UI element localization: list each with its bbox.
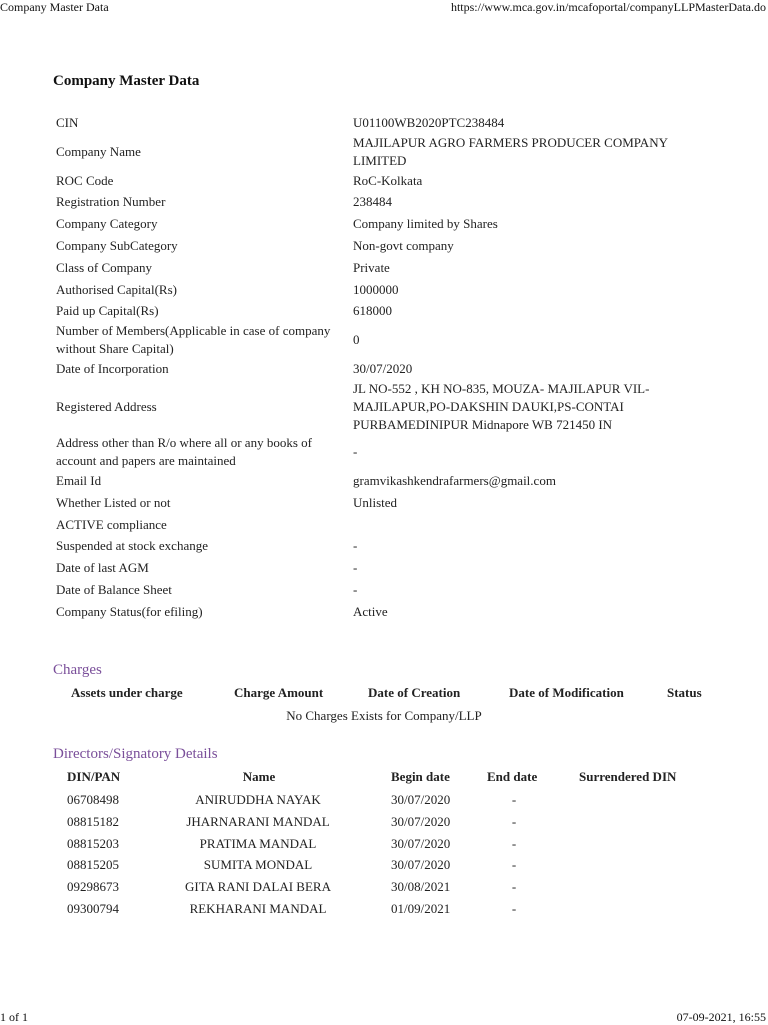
table-row — [0, 836, 768, 858]
column-header: Assets under charge — [71, 685, 183, 700]
master-row-suspended — [56, 536, 716, 558]
field-label: Suspended at stock exchange — [56, 538, 208, 554]
master-row-number-of-members — [56, 322, 716, 358]
field-label: Company Category — [56, 216, 158, 232]
field-label: Address other than R/o where all or any books of account and papers are maintained — [56, 435, 312, 469]
field-value: MAJILAPUR AGRO FARMERS PRODUCER COMPANY LIMITED — [353, 134, 668, 168]
field-label: Number of Members(Applicable in case of company without Share Capital) — [56, 323, 331, 357]
column-header: DIN/PAN — [67, 769, 121, 784]
master-row-company-subcategory — [56, 235, 716, 257]
print-footer-page: 1 of 1 — [0, 1010, 28, 1024]
field-value: Private — [353, 259, 390, 275]
master-row-registered-address — [56, 380, 716, 434]
charges-section-title: Charges — [53, 662, 102, 678]
table-row — [0, 792, 768, 814]
end-date-cell: - — [511, 792, 517, 807]
field-label: Registration Number — [56, 194, 166, 210]
master-row-class-of-company — [56, 257, 716, 279]
company-master-table — [56, 112, 716, 623]
master-row-active-compliance — [56, 514, 716, 536]
print-footer-datetime: 07-09-2021, 16:55 — [676, 1010, 766, 1024]
begin-date-cell: 30/07/2020 — [391, 813, 451, 829]
master-row-registration-number — [56, 192, 716, 214]
field-label: CIN — [56, 114, 79, 130]
table-row — [0, 879, 768, 901]
begin-date-cell: 01/09/2021 — [391, 900, 451, 916]
name-cell: PRATIMA MANDAL — [199, 835, 317, 851]
field-value: - — [353, 582, 358, 598]
field-label: Company Status(for efiling) — [56, 603, 203, 619]
field-label: Registered Address — [56, 399, 157, 415]
master-row-listed-status — [56, 492, 716, 514]
master-row-company-status — [56, 601, 716, 623]
din-cell: 08815182 — [67, 813, 119, 829]
print-header-url: https://www.mca.gov.in/mcafoportal/companyLLPMasterData.do — [450, 0, 766, 14]
end-date-cell: - — [511, 879, 517, 895]
master-row-balance-sheet-date — [56, 579, 716, 601]
column-header: Date of Creation — [368, 685, 461, 700]
end-date-cell: - — [511, 813, 517, 829]
din-cell: 09298673 — [67, 879, 119, 895]
directors-section-title: Directors/Signatory Details — [53, 746, 218, 762]
name-cell: JHARNARANI MANDAL — [186, 813, 330, 829]
field-label: Company SubCategory — [56, 238, 178, 254]
field-value: - — [353, 538, 358, 554]
directors-table-body — [0, 792, 768, 923]
column-header: Date of Modification — [509, 685, 624, 700]
page-title: Company Master Data — [53, 73, 200, 89]
column-header: Name — [242, 769, 276, 784]
charges-table-header — [0, 685, 768, 703]
master-row-books-address — [56, 434, 716, 470]
field-value: Non-govt company — [353, 238, 454, 254]
field-value: Company limited by Shares — [353, 216, 498, 232]
field-value: 1000000 — [353, 281, 399, 297]
directors-table-header — [0, 769, 768, 787]
begin-date-cell: 30/07/2020 — [391, 857, 451, 873]
no-charges-message: No Charges Exists for Company/LLP — [286, 708, 482, 723]
column-header: Charge Amount — [234, 685, 324, 700]
field-value: JL NO-552 , KH NO-835, MOUZA- MAJILAPUR VIL-MAJILAPUR,PO-DAKSHIN DAUKI,PS-CONTAI PURBAMEDINIPUR Midnapore WB 721450 IN — [353, 381, 650, 433]
field-label: Date of Balance Sheet — [56, 582, 172, 598]
din-cell: 08815203 — [67, 835, 119, 851]
field-label: Authorised Capital(Rs) — [56, 281, 177, 297]
field-label: ROC Code — [56, 172, 114, 188]
field-label: Date of last AGM — [56, 560, 149, 576]
master-row-cin — [56, 112, 716, 134]
field-value: Unlisted — [353, 494, 398, 510]
field-value: Active — [353, 603, 388, 619]
din-cell: 09300794 — [67, 900, 119, 916]
field-label: Paid up Capital(Rs) — [56, 303, 159, 319]
table-row — [0, 857, 768, 879]
field-value: - — [353, 444, 358, 460]
name-cell: REKHARANI MANDAL — [189, 900, 327, 916]
field-value: gramvikashkendrafarmers@gmail.com — [353, 473, 556, 489]
print-header-title: Company Master Data — [0, 0, 109, 14]
name-cell: ANIRUDDHA NAYAK — [195, 792, 321, 807]
field-label: Class of Company — [56, 259, 153, 275]
begin-date-cell: 30/07/2020 — [391, 792, 451, 807]
field-label: Whether Listed or not — [56, 494, 171, 510]
master-row-company-name — [56, 134, 716, 170]
master-row-company-category — [56, 213, 716, 235]
field-value: 618000 — [353, 303, 392, 319]
din-cell: 06708498 — [67, 792, 119, 807]
master-row-paid-up-capital — [56, 301, 716, 323]
master-row-roc-code — [56, 170, 716, 192]
master-row-email-id — [56, 470, 716, 492]
column-header: Status — [667, 685, 702, 700]
master-row-authorised-capital — [56, 279, 716, 301]
end-date-cell: - — [511, 900, 517, 916]
name-cell: SUMITA MONDAL — [203, 857, 313, 873]
field-label: Date of Incorporation — [56, 361, 169, 377]
field-value: U01100WB2020PTC238484 — [353, 114, 505, 130]
field-label: Company Name — [56, 143, 141, 159]
field-value: - — [353, 560, 358, 576]
end-date-cell: - — [511, 857, 517, 873]
table-row — [0, 814, 768, 836]
din-cell: 08815205 — [67, 857, 119, 873]
column-header: Surrendered DIN — [579, 769, 677, 784]
master-row-date-of-incorporation — [56, 358, 716, 380]
field-value: 238484 — [353, 194, 392, 210]
field-label: Email Id — [56, 473, 102, 489]
field-label: ACTIVE compliance — [56, 516, 167, 532]
end-date-cell: - — [511, 835, 517, 851]
field-value: RoC-Kolkata — [353, 172, 423, 188]
master-row-last-agm — [56, 557, 716, 579]
column-header: Begin date — [391, 769, 450, 784]
field-value: 0 — [353, 332, 360, 348]
name-cell: GITA RANI DALAI BERA — [185, 879, 331, 895]
begin-date-cell: 30/07/2020 — [391, 835, 451, 851]
column-header: End date — [487, 769, 538, 784]
table-row — [0, 901, 768, 923]
begin-date-cell: 30/08/2021 — [391, 879, 451, 895]
field-value: 30/07/2020 — [353, 361, 413, 377]
